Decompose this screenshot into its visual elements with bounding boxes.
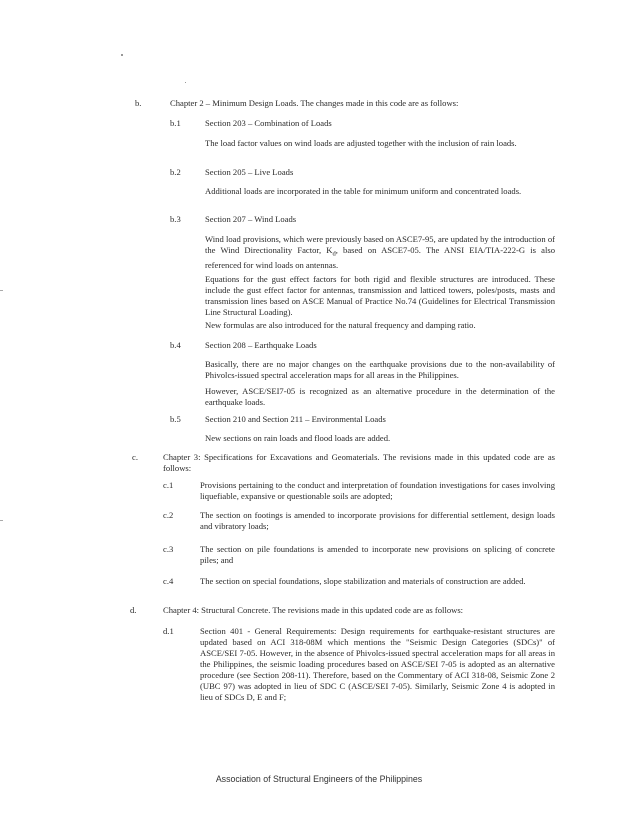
scan-edge-mark — [0, 520, 3, 521]
item-c1-text: Provisions pertaining to the conduct and interpretation of foundation investigations for cases involving liquefiable, expansive or questionable soils are adopted; — [200, 480, 555, 501]
kd-subscript: d — [332, 250, 336, 258]
item-c3-label: c.3 — [163, 544, 174, 554]
section-c-heading: Chapter 3: Specifications for Excavations and Geomaterials. The revisions made in this updated code are as follows: — [163, 452, 555, 473]
item-b4-title: Section 208 – Earthquake Loads — [205, 340, 317, 350]
item-b1-label: b.1 — [170, 118, 181, 128]
item-b5-para: New sections on rain loads and flood loads are added. — [205, 433, 391, 443]
item-c2-label: c.2 — [163, 510, 174, 520]
scan-speck — [185, 82, 186, 83]
item-b1-para: The load factor values on wind loads are adjusted together with the inclusion of rain loads. — [205, 138, 517, 148]
item-b5-label: b.5 — [170, 414, 181, 424]
item-c3-text: The section on pile foundations is amended to incorporate new provisions on splicing of concrete piles; and — [200, 544, 555, 565]
item-b2-title: Section 205 – Live Loads — [205, 167, 294, 177]
item-b3-label: b.3 — [170, 214, 181, 224]
item-b2-para: Additional loads are incorporated in the table for minimum uniform and concentrated loads. — [205, 186, 522, 196]
section-b-heading: Chapter 2 – Minimum Design Loads. The changes made in this code are as follows: — [170, 98, 459, 108]
footer-organization: Association of Structural Engineers of the Philippines — [215, 774, 423, 784]
item-c1-label: c.1 — [163, 480, 174, 490]
item-b4-para-2: However, ASCE/SEI7-05 is recognized as an alternative procedure in the determination of the earthquake loads. — [205, 386, 555, 407]
section-d-label: d. — [130, 605, 137, 615]
item-b2-label: b.2 — [170, 167, 181, 177]
item-b3-para-3: New formulas are also introduced for the natural frequency and damping ratio. — [205, 320, 476, 330]
scan-speck — [121, 54, 123, 56]
item-b4-para-1: Basically, there are no major changes on the earthquake provisions due to the non-availability of Phivolcs-issued spectral acceleration maps for all areas in the Philippines. — [205, 359, 555, 380]
item-b1-title: Section 203 – Combination of Loads — [205, 118, 332, 128]
section-d-heading: Chapter 4: Structural Concrete. The revisions made in this updated code are as follows: — [163, 605, 464, 615]
section-c-label: c. — [132, 452, 138, 462]
item-c4-label: c.4 — [163, 576, 174, 586]
item-b3-para-2: Equations for the gust effect factors for both rigid and flexible structures are introduced. These include the gust effect factor for antennas, transmission and latticed towers, poles/posts, masts and transmission lines based on ASCE Manual of Practice No.74 (Guidelines for Electrical Transmission Line Structural Loading). — [205, 274, 555, 317]
item-b5-title: Section 210 and Section 211 – Environmental Loads — [205, 414, 386, 424]
item-b4-label: b.4 — [170, 340, 181, 350]
item-b3-para-1: Wind load provisions, which were previously based on ASCE7-95, are updated by the introduction of the Wind Directionality Factor, $K_d$, based on ASCE7-05. The ANSI EIA/TIA-222-G is also referenced for wind loads on antennas. — [205, 234, 555, 270]
scan-edge-mark — [0, 290, 3, 291]
section-b-label: b. — [135, 98, 142, 108]
item-c2-text: The section on footings is amended to incorporate provisions for differential settlement, design loads and vibratory loads; — [200, 510, 555, 531]
item-d1-text: Section 401 - General Requirements: Design requirements for earthquake-resistant structures are updated based on ACI 318-08M which mentions the "Seismic Design Categories (SDCs)" of ASCE/SEI 7-05. However, in the absence of Phivolcs-issued spectral acceleration maps for all areas in the Philippines, the seismic loading procedures based on ASCE/SEI 7-05 is adopted as an alternative procedure (see Section 208-11). Therefore, based on the Commentary of ACI 318-08, Seismic Zone 2 (UBC 97) was adopted in lieu of SDC C (ASCE/SEI 7-05). Similarly, Seismic Zone 4 is adopted in lieu of SDCs D, E and F; — [200, 626, 555, 702]
item-c4-text: The section on special foundations, slope stabilization and materials of construction are added. — [200, 576, 526, 586]
item-d1-label: d.1 — [163, 626, 174, 636]
item-b3-title: Section 207 – Wind Loads — [205, 214, 297, 224]
